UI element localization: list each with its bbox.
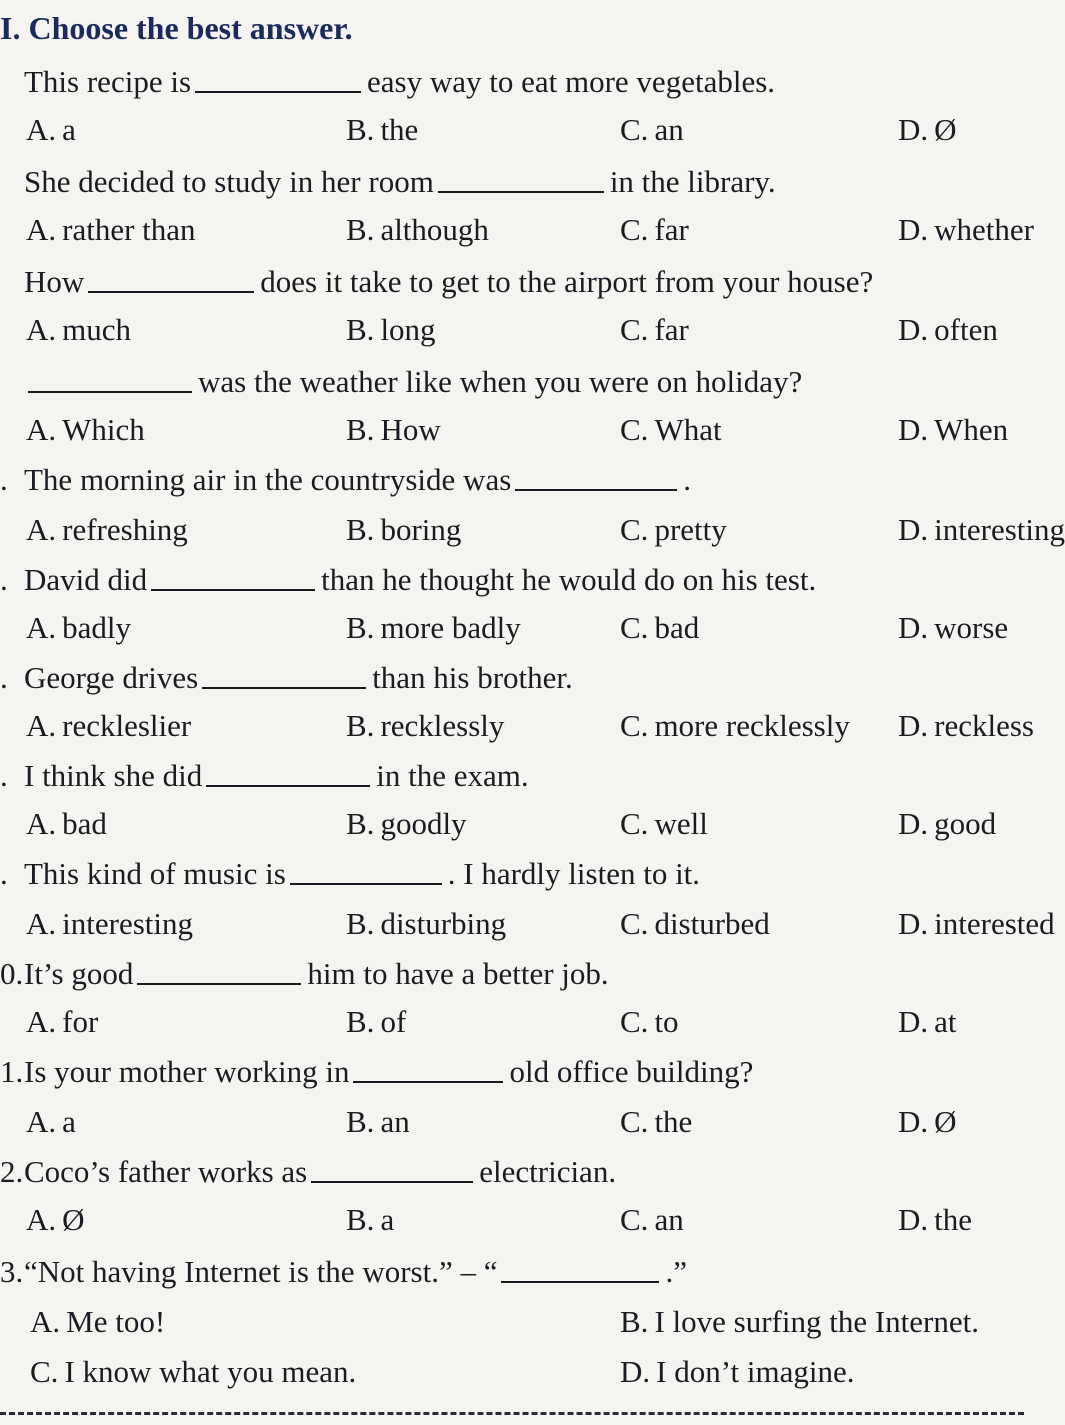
- option-text: much: [62, 312, 132, 347]
- answer-option[interactable]: [620, 1000, 679, 1040]
- option-text: Ø: [934, 1104, 957, 1139]
- stem-after-gap: .: [683, 462, 692, 497]
- option-text: interested: [934, 906, 1055, 941]
- option-letter: D.: [898, 212, 929, 247]
- answer-option[interactable]: [898, 606, 1008, 646]
- option-letter: D.: [898, 412, 929, 447]
- option-letter: A.: [26, 1104, 57, 1139]
- option-text: far: [654, 312, 689, 347]
- answer-option[interactable]: [898, 508, 1065, 548]
- option-text: Which: [62, 412, 145, 447]
- answer-blank[interactable]: [353, 1081, 503, 1083]
- option-letter: D.: [898, 1004, 929, 1039]
- option-letter: D.: [898, 1202, 929, 1237]
- option-letter: D.: [898, 708, 929, 743]
- answer-option[interactable]: [620, 108, 684, 148]
- option-text: pretty: [654, 512, 727, 547]
- answer-option[interactable]: [26, 606, 131, 646]
- answer-option[interactable]: [898, 1100, 957, 1140]
- option-text: a: [380, 1202, 395, 1237]
- answer-option[interactable]: [346, 802, 467, 842]
- answer-blank[interactable]: [290, 883, 442, 885]
- answer-option[interactable]: [620, 508, 727, 548]
- answer-option[interactable]: [620, 408, 722, 448]
- question-stem: [0, 1250, 687, 1290]
- answer-option[interactable]: [346, 508, 461, 548]
- answer-option[interactable]: [898, 1198, 972, 1238]
- question-number: .: [0, 562, 8, 597]
- option-text: the: [934, 1202, 973, 1237]
- question-number: .: [0, 856, 8, 891]
- stem-after-gap: in the exam.: [376, 758, 529, 793]
- option-letter: B.: [346, 312, 375, 347]
- option-letter: C.: [620, 906, 649, 941]
- stem-before-gap: “Not having Internet is the worst.” – “: [24, 1254, 498, 1289]
- answer-option[interactable]: [346, 308, 436, 348]
- option-letter: B.: [346, 412, 375, 447]
- option-text: Ø: [934, 112, 957, 147]
- option-letter: D.: [898, 512, 929, 547]
- answer-blank[interactable]: [438, 191, 604, 193]
- option-letter: A.: [26, 212, 57, 247]
- option-text: rather than: [62, 212, 196, 247]
- option-letter: B.: [620, 1304, 649, 1339]
- answer-option[interactable]: [346, 1100, 410, 1140]
- question-number: 0.: [0, 956, 24, 991]
- option-letter: B.: [346, 212, 375, 247]
- option-letter: A.: [26, 906, 57, 941]
- option-text: an: [654, 112, 684, 147]
- question-stem: [0, 754, 529, 794]
- answer-blank[interactable]: [311, 1181, 473, 1183]
- dashed-divider: [0, 1412, 1024, 1415]
- answer-option[interactable]: [620, 704, 850, 744]
- answer-option[interactable]: [620, 902, 770, 942]
- answer-option[interactable]: [30, 1350, 356, 1390]
- stem-after-gap: than his brother.: [372, 660, 573, 695]
- answer-option[interactable]: [26, 508, 188, 548]
- answer-option[interactable]: [26, 1198, 85, 1238]
- answer-option[interactable]: [620, 1300, 979, 1340]
- option-text: whether: [934, 212, 1034, 247]
- question-stem: [0, 1150, 616, 1190]
- option-letter: A.: [30, 1304, 61, 1339]
- answer-option[interactable]: [898, 902, 1055, 942]
- answer-option[interactable]: [898, 704, 1034, 744]
- option-letter: C.: [620, 1104, 649, 1139]
- option-text: well: [654, 806, 708, 841]
- question-stem: [0, 656, 573, 696]
- option-letter: C.: [620, 1004, 649, 1039]
- question-number: 2.: [0, 1154, 24, 1189]
- stem-after-gap: does it take to get to the airport from your house?: [260, 264, 874, 299]
- option-text: although: [380, 212, 489, 247]
- answer-blank[interactable]: [501, 1281, 659, 1283]
- option-letter: A.: [26, 512, 57, 547]
- option-letter: D.: [898, 806, 929, 841]
- option-letter: C.: [620, 512, 649, 547]
- option-text: more badly: [380, 610, 521, 645]
- option-letter: C.: [620, 806, 649, 841]
- option-text: an: [654, 1202, 684, 1237]
- answer-option[interactable]: [26, 408, 145, 448]
- answer-blank[interactable]: [28, 391, 192, 393]
- answer-option[interactable]: [346, 1198, 394, 1238]
- option-text: When: [934, 412, 1009, 447]
- answer-option[interactable]: [620, 208, 689, 248]
- option-letter: C.: [30, 1354, 59, 1389]
- stem-after-gap: than he thought he would do on his test.: [321, 562, 817, 597]
- option-letter: D.: [898, 112, 929, 147]
- option-text: I don’t imagine.: [656, 1354, 855, 1389]
- option-letter: D.: [898, 906, 929, 941]
- answer-option[interactable]: [620, 1100, 692, 1140]
- option-text: I know what you mean.: [64, 1354, 357, 1389]
- option-letter: B.: [346, 1004, 375, 1039]
- option-letter: B.: [346, 610, 375, 645]
- stem-before-gap: I think she did: [24, 758, 203, 793]
- option-text: reckleslier: [62, 708, 192, 743]
- stem-before-gap: How: [24, 264, 85, 299]
- answer-option[interactable]: [620, 606, 699, 646]
- answer-option[interactable]: [26, 1100, 76, 1140]
- option-letter: C.: [620, 610, 649, 645]
- option-letter: A.: [26, 610, 57, 645]
- option-letter: C.: [620, 312, 649, 347]
- answer-blank[interactable]: [195, 91, 361, 93]
- option-letter: A.: [26, 806, 57, 841]
- option-text: at: [934, 1004, 957, 1039]
- stem-before-gap: Is your mother working in: [24, 1054, 350, 1089]
- answer-option[interactable]: [26, 1000, 98, 1040]
- option-letter: C.: [620, 412, 649, 447]
- option-text: worse: [934, 610, 1009, 645]
- option-letter: B.: [346, 1202, 375, 1237]
- answer-option[interactable]: [30, 1300, 165, 1340]
- section-heading: I. Choose the best answer.: [0, 10, 353, 46]
- option-letter: D.: [620, 1354, 651, 1389]
- option-text: the: [654, 1104, 693, 1139]
- option-letter: B.: [346, 1104, 375, 1139]
- option-text: bad: [654, 610, 700, 645]
- answer-option[interactable]: [346, 704, 504, 744]
- stem-before-gap: The morning air in the countryside was: [24, 462, 512, 497]
- answer-option[interactable]: [26, 108, 76, 148]
- option-text: disturbing: [380, 906, 507, 941]
- question-stem: [0, 260, 873, 300]
- option-letter: B.: [346, 806, 375, 841]
- stem-after-gap: easy way to eat more vegetables.: [367, 64, 776, 99]
- answer-option[interactable]: [898, 108, 957, 148]
- answer-blank[interactable]: [88, 291, 254, 293]
- answer-option[interactable]: [898, 308, 998, 348]
- option-text: far: [654, 212, 689, 247]
- option-text: I love surfing the Internet.: [654, 1304, 979, 1339]
- option-text: interesting: [62, 906, 193, 941]
- answer-option[interactable]: [346, 208, 489, 248]
- option-text: of: [380, 1004, 407, 1039]
- answer-option[interactable]: [26, 704, 191, 744]
- option-text: refreshing: [62, 512, 188, 547]
- answer-blank[interactable]: [137, 983, 301, 985]
- option-text: interesting: [934, 512, 1065, 547]
- stem-after-gap: old office building?: [509, 1054, 754, 1089]
- question-number: .: [0, 462, 8, 497]
- option-letter: A.: [26, 1004, 57, 1039]
- stem-after-gap: him to have a better job.: [307, 956, 609, 991]
- option-text: Me too!: [66, 1304, 166, 1339]
- question-stem: [0, 360, 802, 400]
- answer-option[interactable]: [898, 1000, 957, 1040]
- stem-before-gap: She decided to study in her room: [24, 164, 434, 199]
- stem-before-gap: David did: [24, 562, 148, 597]
- question-number: 1.: [0, 1054, 24, 1089]
- option-text: bad: [62, 806, 107, 841]
- answer-option[interactable]: [346, 902, 506, 942]
- option-letter: D.: [898, 1104, 929, 1139]
- option-text: reckless: [934, 708, 1034, 743]
- question-number: 3.: [0, 1254, 24, 1289]
- option-text: goodly: [380, 806, 467, 841]
- stem-before-gap: George drives: [24, 660, 199, 695]
- answer-option[interactable]: [346, 108, 418, 148]
- answer-option[interactable]: [346, 606, 521, 646]
- option-text: more recklessly: [654, 708, 850, 743]
- stem-after-gap: .”: [665, 1254, 687, 1289]
- answer-blank[interactable]: [206, 785, 370, 787]
- option-letter: D.: [898, 610, 929, 645]
- answer-option[interactable]: [898, 802, 996, 842]
- option-letter: C.: [620, 112, 649, 147]
- answer-blank[interactable]: [515, 489, 677, 491]
- answer-blank[interactable]: [151, 589, 315, 591]
- question-stem: [0, 60, 775, 100]
- option-text: an: [380, 1104, 410, 1139]
- stem-after-gap: in the library.: [609, 164, 776, 199]
- option-text: badly: [62, 610, 132, 645]
- answer-option[interactable]: [898, 208, 1034, 248]
- answer-option[interactable]: [346, 1000, 406, 1040]
- stem-after-gap: was the weather like when you were on holiday?: [198, 364, 803, 399]
- answer-option[interactable]: [26, 902, 193, 942]
- answer-blank[interactable]: [202, 687, 366, 689]
- question-stem: [0, 952, 609, 992]
- option-text: for: [62, 1004, 99, 1039]
- answer-option[interactable]: [26, 208, 196, 248]
- option-letter: B.: [346, 512, 375, 547]
- question-number: .: [0, 660, 8, 695]
- question-stem: [0, 852, 700, 892]
- option-letter: A.: [26, 412, 57, 447]
- option-letter: C.: [620, 708, 649, 743]
- option-text: What: [654, 412, 722, 447]
- question-stem: [0, 160, 776, 200]
- option-letter: A.: [26, 112, 57, 147]
- option-letter: C.: [620, 1202, 649, 1237]
- answer-option[interactable]: [620, 802, 708, 842]
- option-text: boring: [380, 512, 462, 547]
- question-stem: [0, 1050, 753, 1090]
- option-letter: B.: [346, 112, 375, 147]
- question-stem: [0, 558, 816, 598]
- option-text: a: [62, 1104, 76, 1139]
- stem-after-gap: electrician.: [479, 1154, 617, 1189]
- question-stem: [0, 458, 691, 498]
- option-text: often: [934, 312, 998, 347]
- option-letter: A.: [26, 708, 57, 743]
- option-text: the: [380, 112, 419, 147]
- stem-before-gap: This recipe is: [24, 64, 192, 99]
- option-text: How: [380, 412, 441, 447]
- answer-option[interactable]: [26, 802, 107, 842]
- option-text: disturbed: [654, 906, 770, 941]
- option-text: to: [654, 1004, 679, 1039]
- option-text: Ø: [62, 1202, 85, 1237]
- stem-before-gap: This kind of music is: [24, 856, 286, 891]
- option-letter: A.: [26, 312, 57, 347]
- answer-option[interactable]: [620, 1198, 684, 1238]
- answer-option[interactable]: [620, 1350, 854, 1390]
- answer-option[interactable]: [620, 308, 689, 348]
- option-text: recklessly: [380, 708, 505, 743]
- answer-option[interactable]: [898, 408, 1008, 448]
- option-letter: D.: [898, 312, 929, 347]
- option-text: long: [380, 312, 436, 347]
- stem-before-gap: Coco’s father works as: [24, 1154, 308, 1189]
- answer-option[interactable]: [26, 308, 131, 348]
- stem-after-gap: . I hardly listen to it.: [447, 856, 701, 891]
- option-text: a: [62, 112, 76, 147]
- option-text: good: [934, 806, 997, 841]
- question-number: .: [0, 758, 8, 793]
- option-letter: A.: [26, 1202, 57, 1237]
- stem-before-gap: It’s good: [24, 956, 134, 991]
- answer-option[interactable]: [346, 408, 441, 448]
- option-letter: B.: [346, 906, 375, 941]
- option-letter: C.: [620, 212, 649, 247]
- option-letter: B.: [346, 708, 375, 743]
